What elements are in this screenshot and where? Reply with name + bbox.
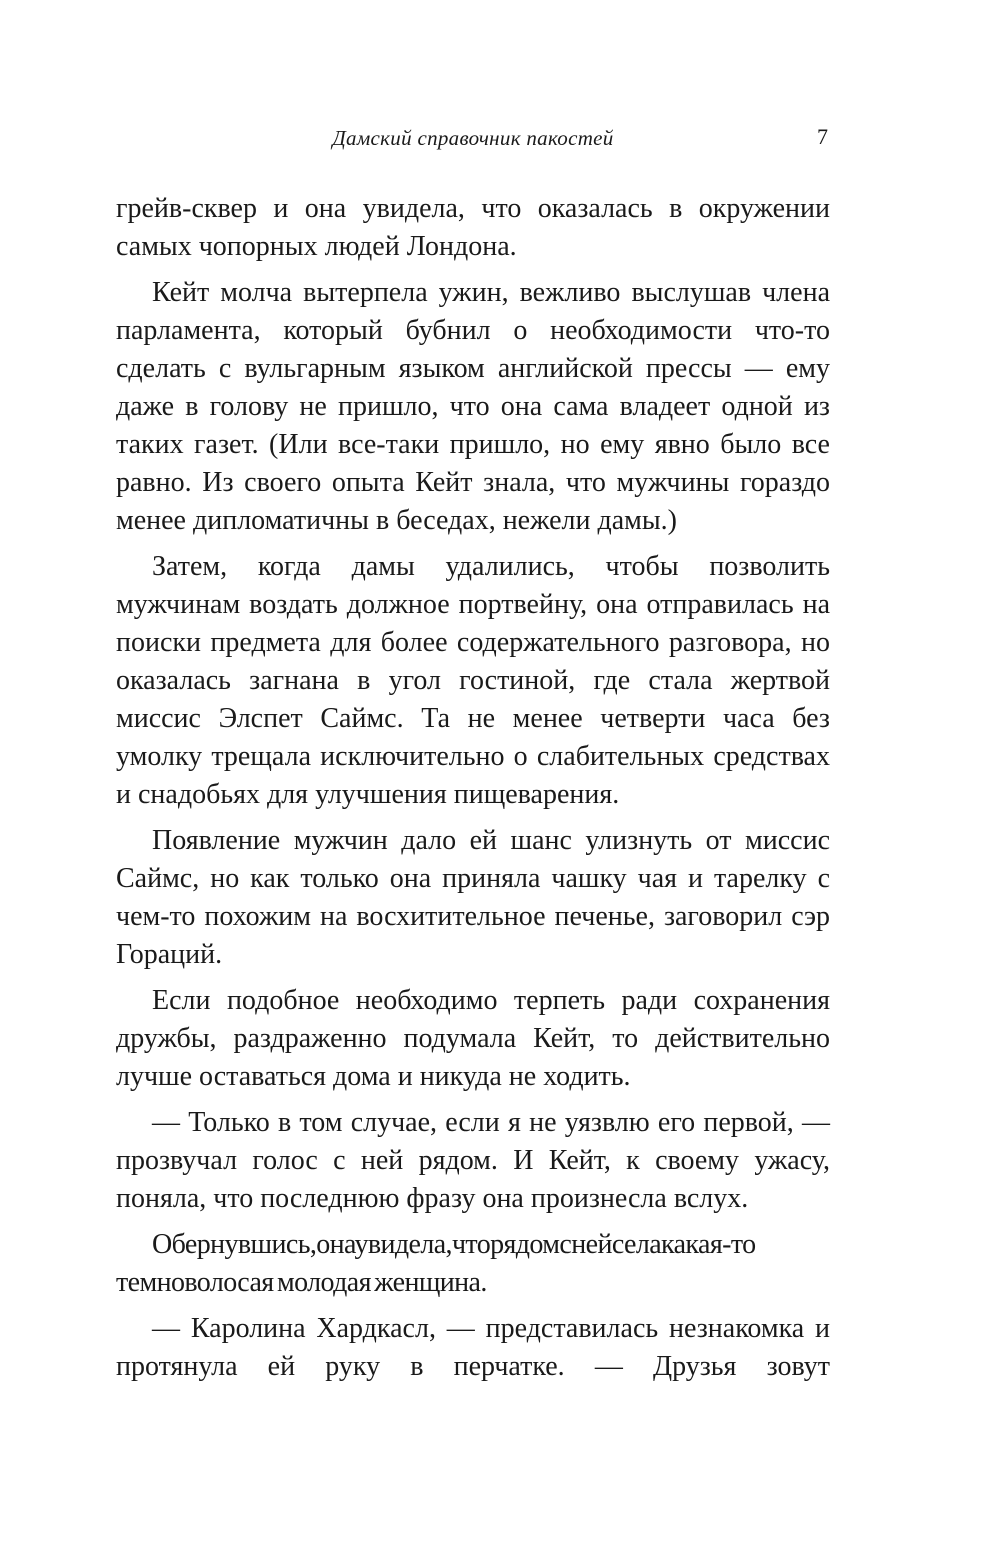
running-title: Дамский справочник пакостей — [332, 126, 614, 150]
paragraph: Появление мужчин дало ей шанс улизнуть от миссис Саймс, но как только она приняла чашку чая и тарелку с чем-то похожим на восхитительное печенье, заговорил сэр Гораций. — [116, 825, 830, 970]
paragraph: — Только в том случае, если я не уязвлю его первой, — прозвучал голос с ней рядом. И Кейт, к своему ужасу, поняла, что последнюю фразу она произнесла вслух. — [116, 1107, 830, 1214]
paragraph: — Каролина Хардкасл, — представилась незнакомка и протянула ей руку в перчатке. — Друзья зовут — [116, 1313, 830, 1382]
running-header — [116, 126, 830, 162]
paragraph: Обернувшись,онаувидела,чторядомснейселакакая-то темноволосая молодая женщина. — [116, 1229, 756, 1298]
paragraph: Кейт молча вытерпела ужин, вежливо выслушав члена парламента, который бубнил о необходимости что-то сделать с вульгарным языком английской прессы — ему даже в голову не пришло, что она сама владеет одной из таких газет. (Или все-таки пришло, но ему явно было все равно. Из своего опыта Кейт знала, что мужчины гораздо менее дипломатичны в беседах, нежели дамы.) — [116, 277, 830, 536]
page-number: 7 — [817, 124, 828, 149]
paragraph: Затем, когда дамы удалились, чтобы позволить мужчинам воздать должное портвейну, она отправилась на поиски предмета для более содержательного разговора, но оказалась загнана в угол гостиной, где стала жертвой миссис Элспет Саймс. Та не менее четверти часа без умолку трещала исключительно о слабительных средствах и снадобьях для улучшения пищеварения. — [116, 551, 830, 810]
body-text — [116, 190, 830, 1386]
paragraph: Если подобное необходимо терпеть ради сохранения дружбы, раздраженно подумала Кейт, то действительно лучше оставаться дома и никуда не ходить. — [116, 985, 830, 1092]
paragraph: грейв-сквер и она увидела, что оказалась в окружении самых чопорных людей Лондона. — [116, 193, 830, 262]
